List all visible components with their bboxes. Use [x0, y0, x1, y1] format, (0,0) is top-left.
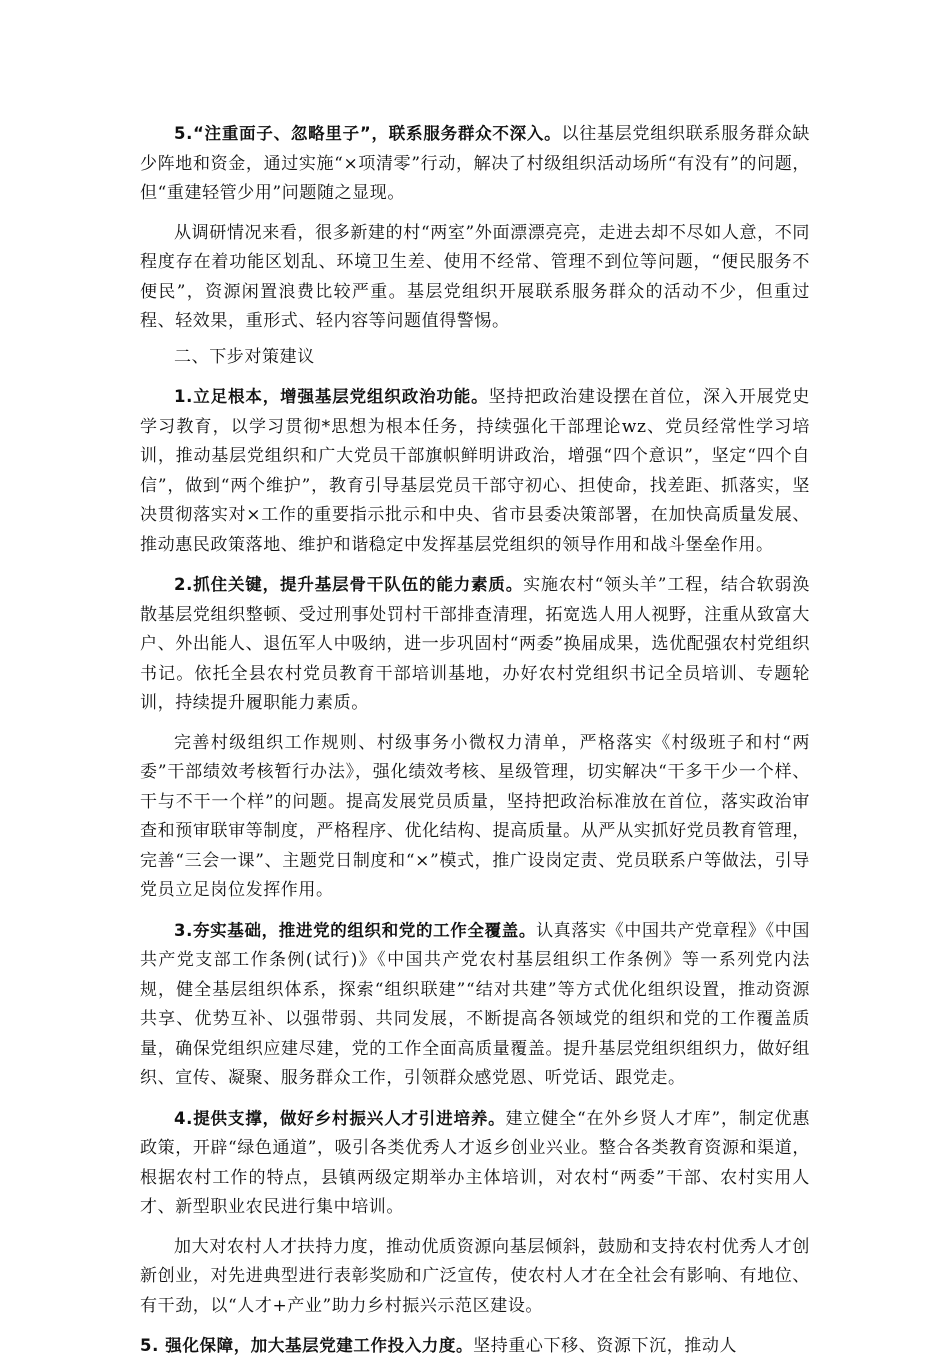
- paragraph-lead: 5. 强化保障，加大基层党建工作投入力度。: [140, 1336, 474, 1355]
- paragraph-text: 坚持重心下移、资源下沉，推动人: [473, 1336, 738, 1356]
- paragraph-text: 以往基层党组织联系服务群众缺少阵地和资金，通过实施“×项清零”行动，解决了村级组织活动场所“有没有”的问题，但“重建轻管少用”问题随之显现。: [140, 124, 810, 203]
- paragraph-text: 从调研情况来看，很多新建的村“两室”外面漂漂亮亮，走进去却不尽如人意，不同程度存在着功能区划乱、环境卫生差、使用不经常、管理不到位等问题，“便民服务不便民”，资源闲置浪费比较严重。基层党组织开展联系服务群众的活动不少，但重过程、轻效果，重形式、轻内容等问题值得警惕。: [140, 222, 810, 331]
- paragraph-text: 完善村级组织工作规则、村级事务小微权力清单，严格落实《村级班子和村“两委”干部绩效考核暂行办法》，强化绩效考核、星级管理，切实解决“干多干少一个样、干与不干一个样”的问题。提高发展党员质量，坚持把政治标准放在首位，落实政治审查和预审联审等制度，严格程序、优化结构、提高质量。从严从实抓好党员教育管理，完善“三会一课”、主题党日制度和“×”模式，推广设岗定责、党员联系户等做法，引导党员立足岗位发挥作用。: [140, 732, 810, 900]
- paragraph-lead: 5.“注重面子、忽略里子”，联系服务群众不深入。: [174, 124, 562, 143]
- paragraph-text: 实施农村“领头羊”工程，结合软弱涣散基层党组织整顿、受过刑事处罚村干部排查清理，拓宽选人用人视野，注重从致富大户、外出能人、退伍军人中吸纳，进一步巩固村“两委”换届成果，选优配强农村党组织书记。依托全县农村党员教育干部培训基地，办好农村党组织书记全员培训、专题轮训，持续提升履职能力素质。: [140, 575, 810, 713]
- paragraph-measure-4-cont: [140, 1233, 810, 1322]
- section-heading-text: 二、下步对策建议: [174, 346, 315, 367]
- paragraph-lead: 3.夯实基础，推进党的组织和党的工作全覆盖。: [174, 920, 537, 940]
- paragraph-problem-5: [140, 119, 810, 209]
- paragraph-survey: [140, 219, 810, 337]
- paragraph-text: 建立健全“在外乡贤人才库”，制定优惠政策，开辟“绿色通道”，吸引各类优秀人才返乡创业兴业。整合各类教育资源和渠道，根据农村工作的特点，县镇两级定期举办主体培训，对农村“两委”干部、农村实用人才、新型职业农民进行集中培训。: [140, 1108, 811, 1217]
- paragraph-measure-2-cont: [140, 729, 810, 906]
- paragraph-text: 坚持把政治建设摆在首位，深入开展党史学习教育，以学习贯彻*思想为根本任务，持续强化干部理论wz、党员经常性学习培训，推动基层党组织和广大党员干部旗帜鲜明讲政治，增强“四个意识”，坚定“四个自信”，做到“两个维护”，教育引导基层党员干部守初心、担使命，找差距、抓落实，坚决贯彻落实对×工作的重要指示批示和中央、省市县委决策部署，在加快高质量发展、推动惠民政策落地、维护和谐稳定中发挥基层党组织的领导作用和战斗堡垒作用。: [140, 387, 810, 555]
- paragraph-text: 加大对农村人才扶持力度，推动优质资源向基层倾斜，鼓励和支持农村优秀人才创新创业，对先进典型进行表彰奖励和广泛宣传，使农村人才在全社会有影响、有地位、有干劲，以“人才+产业”助力乡村振兴示范区建设。: [140, 1236, 810, 1316]
- paragraph-text: 认真落实《中国共产党章程》《中国共产党支部工作条例(试行)》《中国共产党农村基层组织工作条例》等一系列党内法规，健全基层组织体系，探索“组织联建”“结对共建”等方式优化组织设置，推动资源共享、优势互补、以强带弱、共同发展，不断提高各领域党的组织和党的工作覆盖质量，确保党组织应建尽建，党的工作全面高质量覆盖。提升基层党组织组织力，做好组织、宣传、凝聚、服务群众工作，引领群众感党恩、听党话、跟党走。: [140, 920, 811, 1088]
- paragraph-lead: 4.提供支撑，做好乡村振兴人才引进培养。: [174, 1108, 506, 1128]
- document-body: [140, 119, 810, 1362]
- paragraph-measure-2: [140, 570, 810, 719]
- section-heading: [140, 343, 810, 373]
- paragraph-measure-5: [140, 1331, 810, 1362]
- paragraph-lead: 2.抓住关键，提升基层骨干队伍的能力素质。: [174, 575, 524, 594]
- paragraph-measure-4: [140, 1104, 810, 1223]
- paragraph-lead: 1.立足根本，增强基层党组织政治功能。: [174, 387, 489, 406]
- paragraph-measure-3: [140, 916, 810, 1094]
- paragraph-measure-1: [140, 382, 810, 560]
